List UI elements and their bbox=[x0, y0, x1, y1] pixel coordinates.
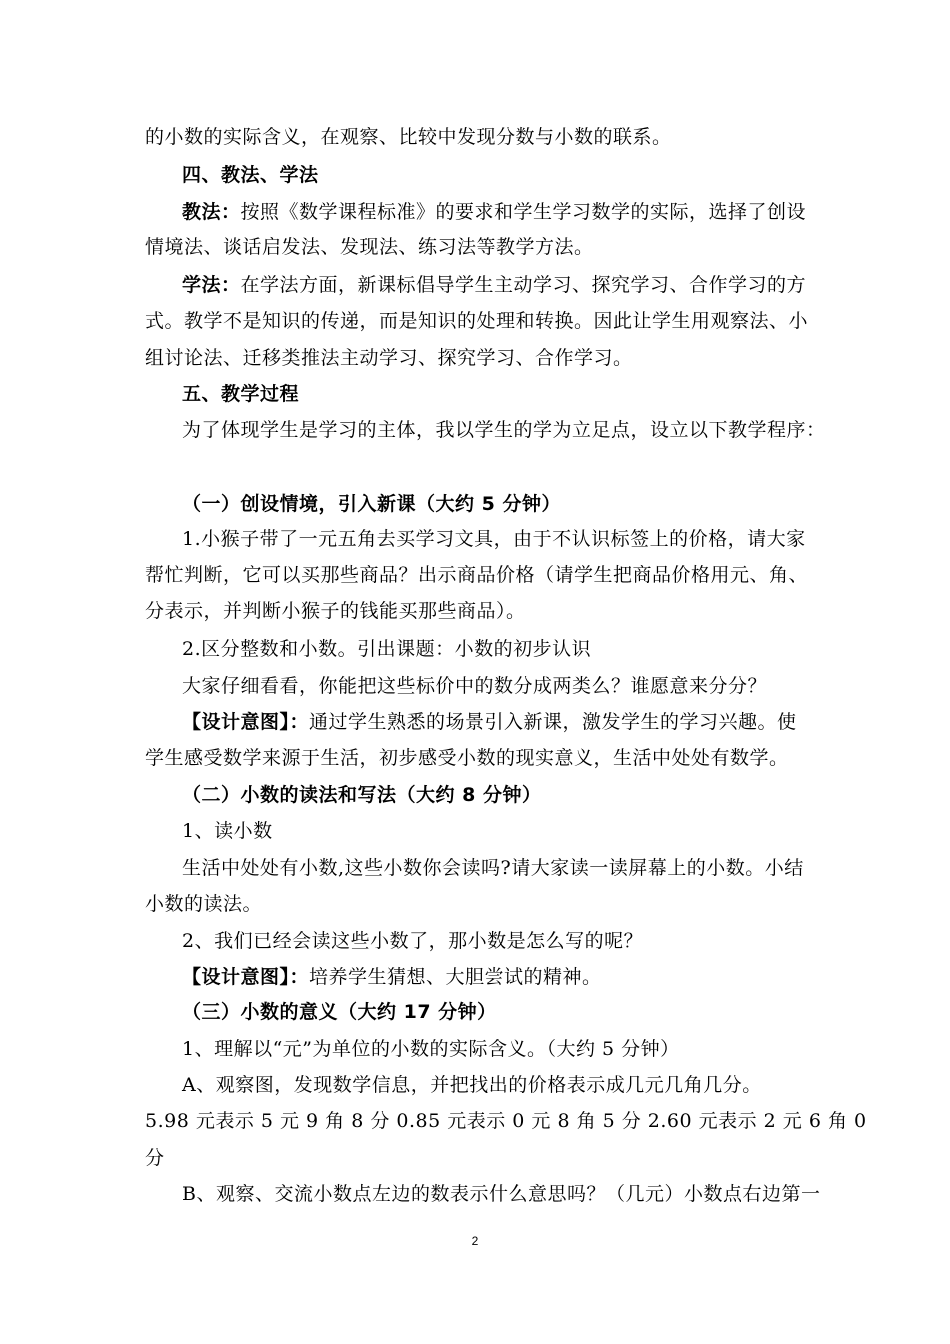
paragraph-line: 分表示，并判断小猴子的钱能买那些商品）。 bbox=[145, 600, 526, 622]
paragraph-line: 学生感受数学来源于生活，初步感受小数的现实意义，生活中处处有数学。 bbox=[145, 747, 789, 769]
paragraph-line: 分 bbox=[145, 1147, 165, 1169]
teaching-method-line bbox=[182, 200, 806, 224]
paragraph-line: 5.98 元表示 5 元 9 角 8 分 0.85 元表示 0 元 8 角 5 分 2.60 元表示 2 元 6 角 0 bbox=[145, 1110, 867, 1132]
design-intent-label: 【设计意图】： bbox=[182, 711, 310, 733]
section-heading-four: 四、教法、学法 bbox=[182, 164, 319, 186]
paragraph-line: 帮忙判断，它可以买那些商品？出示商品价格（请学生把商品价格用元、角、 bbox=[145, 564, 809, 586]
page-number: 2 bbox=[471, 1234, 479, 1248]
paragraph-line: 的小数的实际含义，在观察、比较中发现分数与小数的联系。 bbox=[145, 126, 672, 148]
design-intent-text: 通过学生熟悉的场景引入新课，激发学生的学习兴趣。使 bbox=[309, 711, 797, 733]
paragraph-line: 情境法、谈话启发法、发现法、练习法等教学方法。 bbox=[145, 236, 594, 258]
paragraph-line: 2、我们已经会读这些小数了，那小数是怎么写的呢？ bbox=[182, 930, 644, 952]
paragraph-line: A、观察图，发现数学信息，并把找出的价格表示成几元几角几分。 bbox=[182, 1074, 762, 1096]
design-intent-text: 培养学生猜想、大胆尝试的精神。 bbox=[309, 966, 602, 988]
paragraph-line: 式。教学不是知识的传递，而是知识的处理和转换。因此让学生用观察法、小 bbox=[145, 310, 809, 332]
paragraph-line: 小数的读法。 bbox=[145, 893, 263, 915]
design-intent-line bbox=[182, 710, 797, 734]
paragraph-line: 大家仔细看看，你能把这些标价中的数分成两类么？谁愿意来分分？ bbox=[182, 675, 768, 697]
teaching-method-label: 教法： bbox=[182, 201, 241, 223]
learning-method-label: 学法： bbox=[182, 274, 241, 296]
learning-method-text: 在学法方面，新课标倡导学生主动学习、探究学习、合作学习的方 bbox=[240, 274, 807, 296]
paragraph-line: 1.小猴子带了一元五角去买学习文具，由于不认识标签上的价格，请大家 bbox=[182, 528, 806, 550]
subsection-heading-1: （一）创设情境，引入新课（大约 5 分钟） bbox=[182, 493, 561, 515]
paragraph-line: 为了体现学生是学习的主体，我以学生的学为立足点，设立以下教学程序： bbox=[182, 419, 826, 441]
subsection-heading-2: （二）小数的读法和写法（大约 8 分钟） bbox=[182, 784, 542, 806]
paragraph-line: 1、读小数 bbox=[182, 820, 273, 842]
teaching-method-text: 按照《数学课程标准》的要求和学生学习数学的实际，选择了创设 bbox=[240, 201, 807, 223]
learning-method-line bbox=[182, 273, 806, 297]
section-heading-five: 五、教学过程 bbox=[182, 383, 300, 405]
paragraph-line: 生活中处处有小数,这些小数你会读吗?请大家读一读屏幕上的小数。小结 bbox=[182, 857, 804, 879]
design-intent-label: 【设计意图】： bbox=[182, 966, 310, 988]
paragraph-line: 组讨论法、迁移类推法主动学习、探究学习、合作学习。 bbox=[145, 347, 633, 369]
design-intent-line bbox=[182, 965, 602, 989]
paragraph-line: 2.区分整数和小数。引出课题：小数的初步认识 bbox=[182, 638, 592, 660]
paragraph-line: B、观察、交流小数点左边的数表示什么意思吗？（几元）小数点右边第一 bbox=[182, 1183, 821, 1205]
subsection-heading-3: （三）小数的意义（大约 17 分钟） bbox=[182, 1001, 497, 1023]
paragraph-line: 1、理解以“元”为单位的小数的实际含义。（大约 5 分钟） bbox=[182, 1038, 680, 1060]
